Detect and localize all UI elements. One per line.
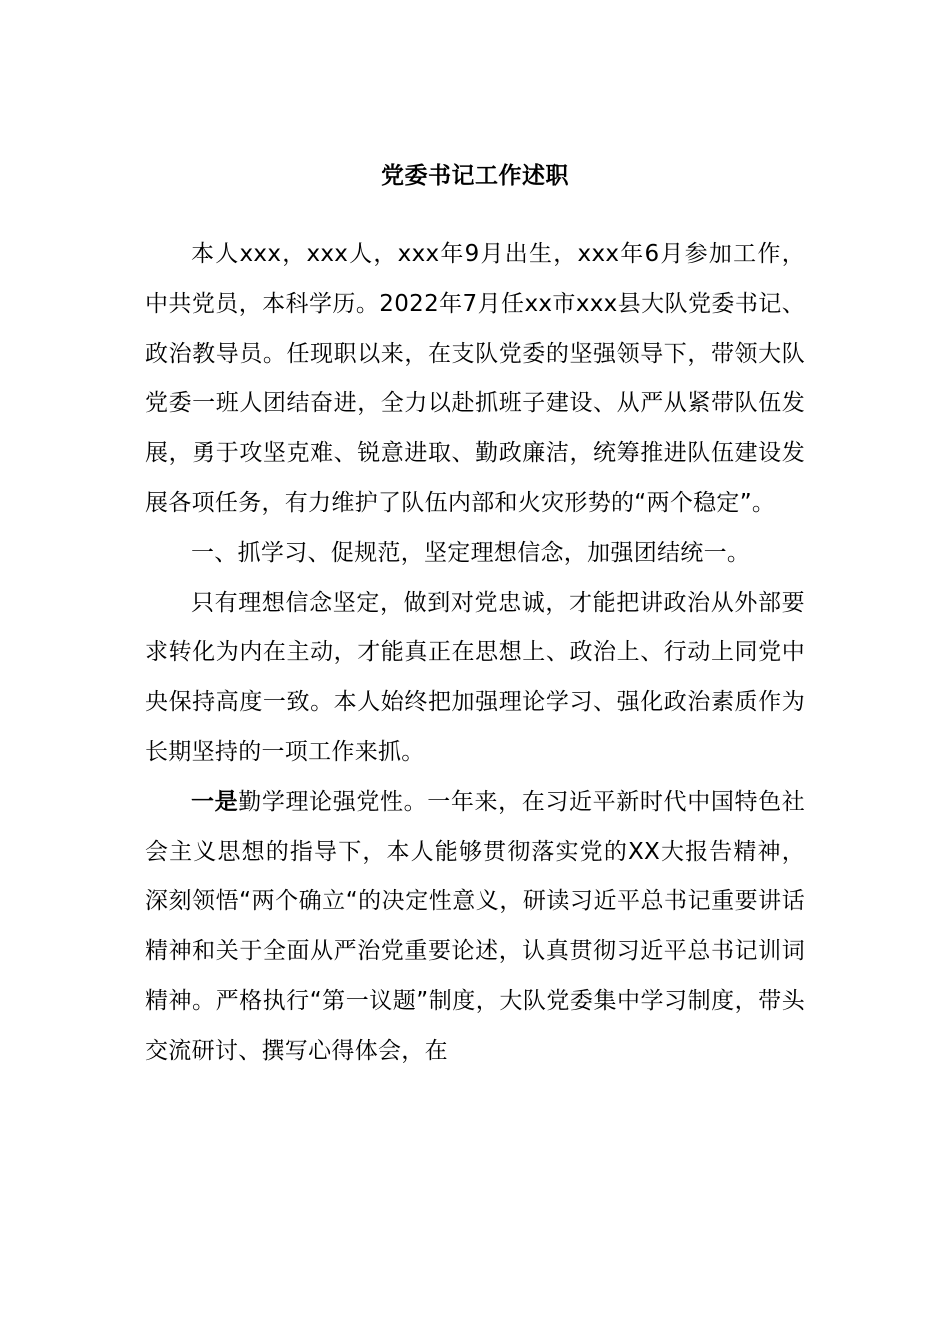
section-heading-one: 一、抓学习、促规范，坚定理想信念，加强团结统一。 [191, 539, 751, 566]
document-title: 党委书记工作述职 [381, 163, 569, 189]
paragraph-section-one: 只有理想信念坚定，做到对党忠诚，才能把讲政治从外部要求转化为内在主动，才能真正在思想上、政治上、行动上同党中央保持高度一致。本人始终把加强理论学习、强化政治素质作为长期坚持的一项工作来抓。 [145, 589, 805, 765]
paragraph-intro: 本人xxx，xxx人，xxx年9月出生，xxx年6月参加工作，中共党员，本科学历。2022年7月任xx市xxx县大队党委书记、政治教导员。任现职以来，在支队党委的坚强领导下，带领大队党委一班人团结奋进，全力以赴抓班子建设、从严从紧带队伍发展，勇于攻坚克难、锐意进取、勤政廉洁，统筹推进队伍建设发展各项任务，有力维护了队伍内部和火灾形势的“两个稳定”。 [145, 241, 805, 516]
document-body [145, 230, 805, 1077]
paragraph-point-one [145, 778, 805, 1077]
point-one-text: 勤学理论强党性。一年来，在习近平新时代中国特色社会主义思想的指导下，本人能够贯彻落实党的XX大报告精神，深刻领悟“两个确立“的决定性意义，研读习近平总书记重要讲话精神和关于全面从严治党重要论述，认真贯彻习近平总书记训词精神。严格执行“第一议题”制度，大队党委集中学习制度，带头交流研讨、撰写心得体会，在 [145, 788, 805, 1064]
point-one-lead: 一是 [191, 788, 239, 815]
